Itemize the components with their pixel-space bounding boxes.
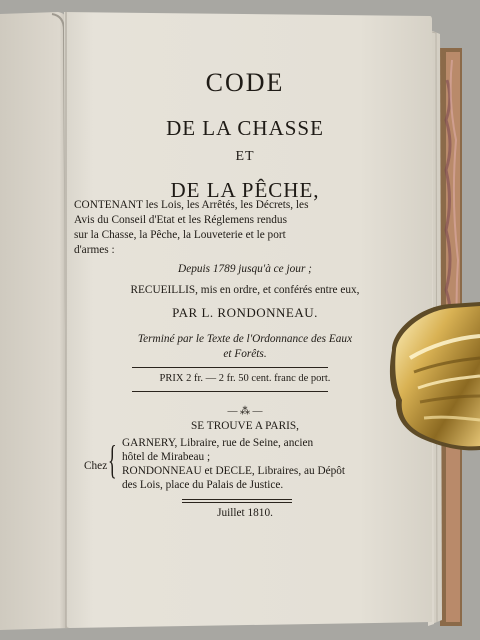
contents-line-1: CONTENANT les Lois, les Arrêtés, les Décrets, les <box>74 199 309 211</box>
title-peche: DE LA PÊCHE, <box>170 178 320 202</box>
chez-label: Chez <box>84 460 108 472</box>
seller-line-4: des Lois, place du Palais de Justice. <box>122 479 284 491</box>
brace-icon: { <box>108 437 117 482</box>
contents-line-2: Avis du Conseil d'Etat et les Réglemens rendus <box>74 214 287 226</box>
contents-line-3: sur la Chasse, la Pêche, la Louveterie et le port <box>74 229 286 241</box>
ornament-divider: — ⁂ — <box>227 406 263 417</box>
price-bottom-rule <box>132 391 328 392</box>
price-top-rule <box>132 367 328 368</box>
author-line: PAR L. RONDONNEAU. <box>172 305 318 320</box>
sold-at-line: SE TROUVE A PARIS, <box>191 420 299 432</box>
date-line: Juillet 1810. <box>217 507 273 519</box>
title-et: ET <box>235 149 255 164</box>
title-page <box>62 18 428 618</box>
title-chasse: DE LA CHASSE <box>166 116 324 140</box>
price-line: PRIX 2 fr. — 2 fr. 50 cent. franc de port. <box>159 373 331 384</box>
compiled-line: RECUEILLIS, mis en ordre, et conférés entre eux, <box>130 284 360 296</box>
ending-line-1: Terminé par le Texte de l'Ordonnance des Eaux <box>137 333 353 345</box>
title-code: CODE <box>205 68 285 97</box>
seller-line-3: RONDONNEAU et DECLE, Libraires, au Dépôt <box>122 465 346 477</box>
seller-line-1: GARNERY, Libraire, rue de Seine, ancien <box>122 437 314 449</box>
date-top-rule <box>182 499 292 500</box>
seller-line-2: hôtel de Mirabeau ; <box>122 451 211 463</box>
since-line: Depuis 1789 jusqu'à ce jour ; <box>178 263 312 275</box>
date-top-rule-2 <box>182 502 292 503</box>
contents-line-4: d'armes : <box>74 244 115 256</box>
ending-line-2: et Forêts. <box>223 348 267 360</box>
